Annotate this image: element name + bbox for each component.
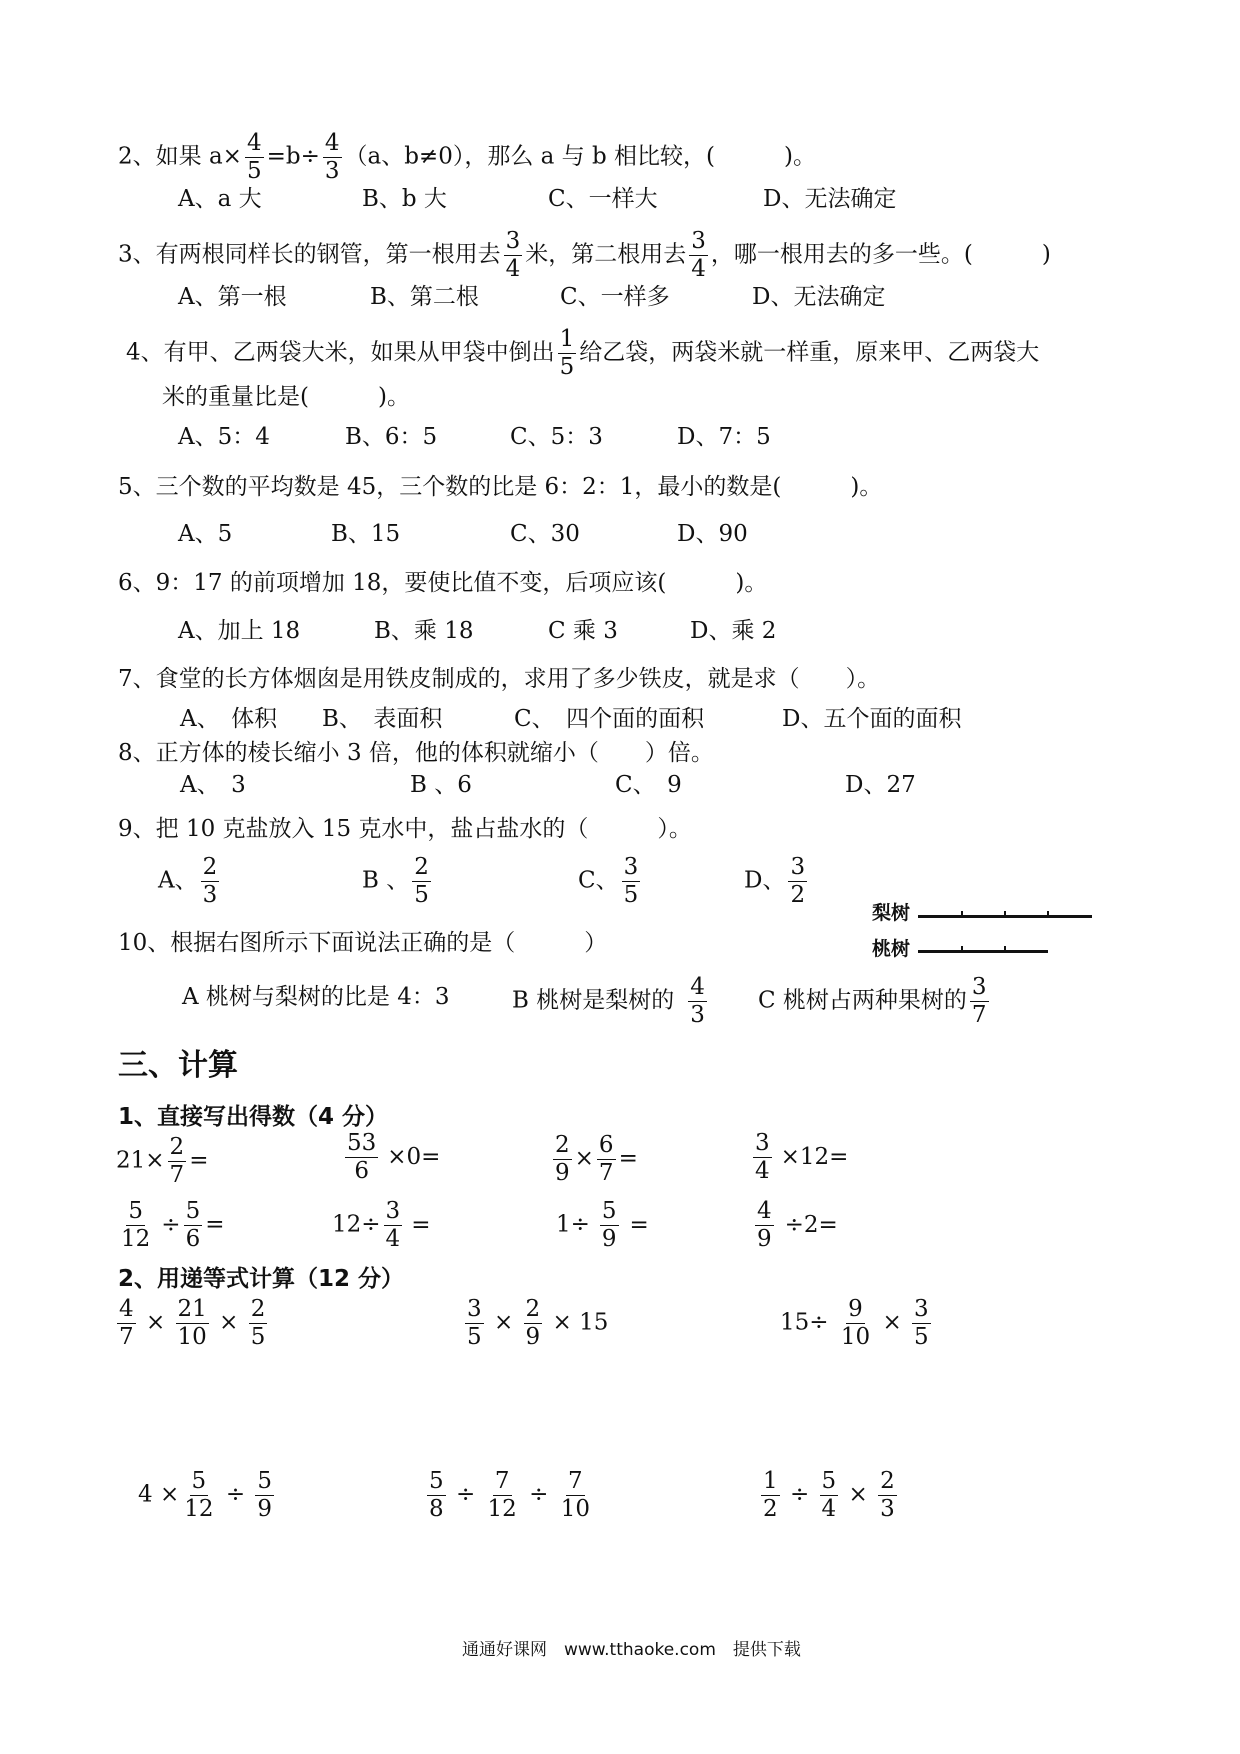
q5-option-b: B、15 — [331, 521, 401, 547]
q2-line: 2、如果 a× $\frac{4}{5}$ =b÷ $\frac{4}{3}$ （a、b≠0），那么 a 与 b 相比较，( )。 — [118, 130, 816, 184]
q6-option-d: D、乘 2 — [690, 618, 777, 644]
calc-4-fraction-2: $\frac{5}{9}$ — [257, 1468, 273, 1522]
diagram-tick — [1004, 911, 1006, 917]
q9-option-d-fraction: $\frac{3}{2}$ — [790, 854, 806, 908]
footer-text: 通通好课网 www.tthaoke.com 提供下载 — [462, 1640, 801, 1660]
q4-line-1: 4、有甲、乙两袋大米，如果从甲袋中倒出 $\frac{1}{5}$ 给乙袋，两袋米就一样重，原来甲、乙两袋大 — [126, 326, 1040, 380]
diagram-tick — [1047, 911, 1049, 917]
calc-6-fraction-2: $\frac{5}{4}$ — [821, 1468, 837, 1522]
expr-7: 1÷ $\frac{5}{9}$ = — [556, 1198, 649, 1252]
calc-1-fraction-2: $\frac{21}{10}$ — [177, 1296, 207, 1350]
q5-option-d: D、90 — [677, 521, 748, 547]
expr-4-fraction: $\frac{3}{4}$ — [755, 1130, 770, 1184]
q5-line: 5、三个数的平均数是 45，三个数的比是 6：2：1，最小的数是( )。 — [118, 474, 883, 500]
q6-option-c: C 乘 3 — [548, 618, 618, 644]
calc-3: 15÷ $\frac{9}{10}$ × $\frac{3}{5}$ — [780, 1296, 929, 1350]
q8-option-d: D、27 — [845, 772, 916, 798]
q7-option-d: D、五个面的面积 — [782, 706, 962, 732]
q7-line: 7、食堂的长方体烟囱是用铁皮制成的，求用了多少铁皮，就是求（ ）。 — [118, 666, 881, 692]
calc-1-fraction-3: $\frac{2}{5}$ — [250, 1296, 266, 1350]
expr-1-fraction: $\frac{2}{7}$ — [169, 1134, 185, 1188]
part1-title: 1、直接写出得数（4 分） — [118, 1104, 389, 1130]
calc-2: $\frac{3}{5}$ × $\frac{2}{9}$ × 15 — [467, 1296, 609, 1350]
q4-line-2: 米的重量比是( )。 — [162, 384, 410, 410]
q7-option-c: C、 四个面的面积 — [514, 706, 705, 732]
calc-2-fraction-2: $\frac{2}{9}$ — [525, 1296, 541, 1350]
q4-fraction: $\frac{1}{5}$ — [559, 326, 575, 380]
part2-title: 2、用递等式计算（12 分） — [118, 1266, 405, 1292]
q9-option-a-fraction: $\frac{2}{3}$ — [202, 854, 218, 908]
calc-1-fraction-1: $\frac{4}{7}$ — [119, 1296, 134, 1350]
q3-line: 3、有两根同样长的钢管，第一根用去 $\frac{3}{4}$ 米，第二根用去 $\frac{3}{4}$ ，哪一根用去的多一些。( ) — [118, 228, 1051, 282]
q9-option-d: D、 $\frac{3}{2}$ — [744, 854, 806, 908]
q2-option-a: A、a 大 — [178, 186, 262, 212]
expr-5-fraction-1: $\frac{5}{12}$ — [121, 1198, 151, 1252]
calc-5: $\frac{5}{8}$ ÷ $\frac{7}{12}$ ÷ $\frac{7}{10}$ — [429, 1468, 591, 1522]
expr-7-fraction: $\frac{5}{9}$ — [601, 1198, 617, 1252]
q2-fraction-1: $\frac{4}{5}$ — [246, 130, 262, 184]
calc-2-fraction-1: $\frac{3}{5}$ — [467, 1296, 482, 1350]
q3-option-d: D、无法确定 — [752, 284, 886, 310]
q5-option-c: C、30 — [510, 521, 580, 547]
calc-6-fraction-3: $\frac{2}{3}$ — [880, 1468, 895, 1522]
q3-option-a: A、第一根 — [178, 284, 287, 310]
calc-4-fraction-1: $\frac{5}{12}$ — [184, 1468, 214, 1522]
expr-1: 21× $\frac{2}{7}$ = — [116, 1134, 209, 1188]
expr-4: $\frac{3}{4}$ ×12= — [755, 1130, 849, 1184]
expr-5: $\frac{5}{12}$ ÷ $\frac{5}{6}$ = — [121, 1198, 225, 1252]
diagram-label-peach: 桃树 — [872, 938, 911, 960]
q6-option-b: B、乘 18 — [374, 618, 474, 644]
expr-2-fraction: $\frac{53}{6}$ — [347, 1130, 377, 1184]
q6-option-a: A、加上 18 — [178, 618, 301, 644]
q9-line: 9、把 10 克盐放入 15 克水中，盐占盐水的（ ）。 — [118, 816, 692, 842]
q4-option-c: C、5：3 — [510, 424, 603, 450]
expr-3: $\frac{2}{9}$ × $\frac{6}{7}$ = — [555, 1132, 638, 1186]
q8-line: 8、正方体的棱长缩小 3 倍，他的体积就缩小（ ）倍。 — [118, 740, 714, 766]
q10-line: 10、根据右图所示下面说法正确的是（ ） — [118, 930, 608, 956]
q7-option-a: A、 体积 — [180, 706, 278, 732]
calc-5-fraction-2: $\frac{7}{12}$ — [487, 1468, 517, 1522]
expr-3-fraction-1: $\frac{2}{9}$ — [555, 1132, 570, 1186]
q2-option-b: B、b 大 — [362, 186, 447, 212]
q8-option-c: C、 9 — [615, 772, 682, 798]
expr-3-fraction-2: $\frac{6}{7}$ — [598, 1132, 614, 1186]
q9-option-b-fraction: $\frac{2}{5}$ — [414, 854, 429, 908]
calc-6: $\frac{1}{2}$ ÷ $\frac{5}{4}$ × $\frac{2}{3}$ — [763, 1468, 895, 1522]
diagram-bar-peach — [918, 950, 1048, 953]
q9-option-c-fraction: $\frac{3}{5}$ — [623, 854, 639, 908]
calc-6-fraction-1: $\frac{1}{2}$ — [763, 1468, 778, 1522]
q3-fraction-1: $\frac{3}{4}$ — [505, 228, 521, 282]
calc-5-fraction-1: $\frac{5}{8}$ — [429, 1468, 444, 1522]
q2-option-d: D、无法确定 — [763, 186, 897, 212]
q2-fraction-2: $\frac{4}{3}$ — [324, 130, 340, 184]
calc-3-fraction-1: $\frac{9}{10}$ — [840, 1296, 871, 1350]
q7-option-b: B、 表面积 — [322, 706, 443, 732]
q10-option-b-fraction: $\frac{4}{3}$ — [690, 974, 705, 1028]
q4-option-b: B、6：5 — [345, 424, 438, 450]
section-title: 三、计算 — [118, 1048, 238, 1083]
q8-option-b: B 、6 — [410, 772, 472, 798]
q5-option-a: A、5 — [178, 521, 233, 547]
q9-option-c: C、 $\frac{3}{5}$ — [578, 854, 639, 908]
q4-option-a: A、5：4 — [178, 424, 270, 450]
expr-2: $\frac{53}{6}$ ×0= — [347, 1130, 441, 1184]
q3-fraction-2: $\frac{3}{4}$ — [691, 228, 706, 282]
diagram-tick — [961, 946, 963, 952]
q3-option-b: B、第二根 — [370, 284, 479, 310]
q8-option-a: A、 3 — [180, 772, 246, 798]
expr-8-fraction: $\frac{4}{9}$ — [757, 1198, 772, 1252]
expr-5-fraction-2: $\frac{5}{6}$ — [185, 1198, 201, 1252]
q2-option-c: C、一样大 — [548, 186, 658, 212]
diagram-tick — [1004, 946, 1006, 952]
diagram-tick — [961, 911, 963, 917]
calc-1: $\frac{4}{7}$ × $\frac{21}{10}$ × $\frac{2}{5}$ — [119, 1296, 266, 1350]
q10-option-c: C 桃树占两种果树的 $\frac{3}{7}$ — [758, 974, 987, 1028]
expr-6-fraction: $\frac{3}{4}$ — [385, 1198, 401, 1252]
expr-8: $\frac{4}{9}$ ÷2= — [757, 1198, 838, 1252]
q9-option-b: B 、 $\frac{2}{5}$ — [362, 854, 429, 908]
calc-4: 4 × $\frac{5}{12}$ ÷ $\frac{5}{9}$ — [138, 1468, 273, 1522]
expr-6: 12÷ $\frac{3}{4}$ = — [332, 1198, 431, 1252]
q10-option-c-fraction: $\frac{3}{7}$ — [971, 974, 987, 1028]
q3-option-c: C、一样多 — [560, 284, 670, 310]
calc-5-fraction-3: $\frac{7}{10}$ — [560, 1468, 591, 1522]
diagram-label-pear: 梨树 — [872, 902, 911, 924]
q9-option-a: A、 $\frac{2}{3}$ — [158, 854, 218, 908]
calc-3-fraction-2: $\frac{3}{5}$ — [914, 1296, 929, 1350]
q10-option-a: A 桃树与梨树的比是 4：3 — [182, 984, 450, 1010]
q10-option-b: B 桃树是梨树的 $\frac{4}{3}$ — [512, 974, 705, 1028]
q4-option-d: D、7：5 — [677, 424, 771, 450]
q6-line: 6、9：17 的前项增加 18，要使比值不变，后项应该( )。 — [118, 570, 768, 596]
